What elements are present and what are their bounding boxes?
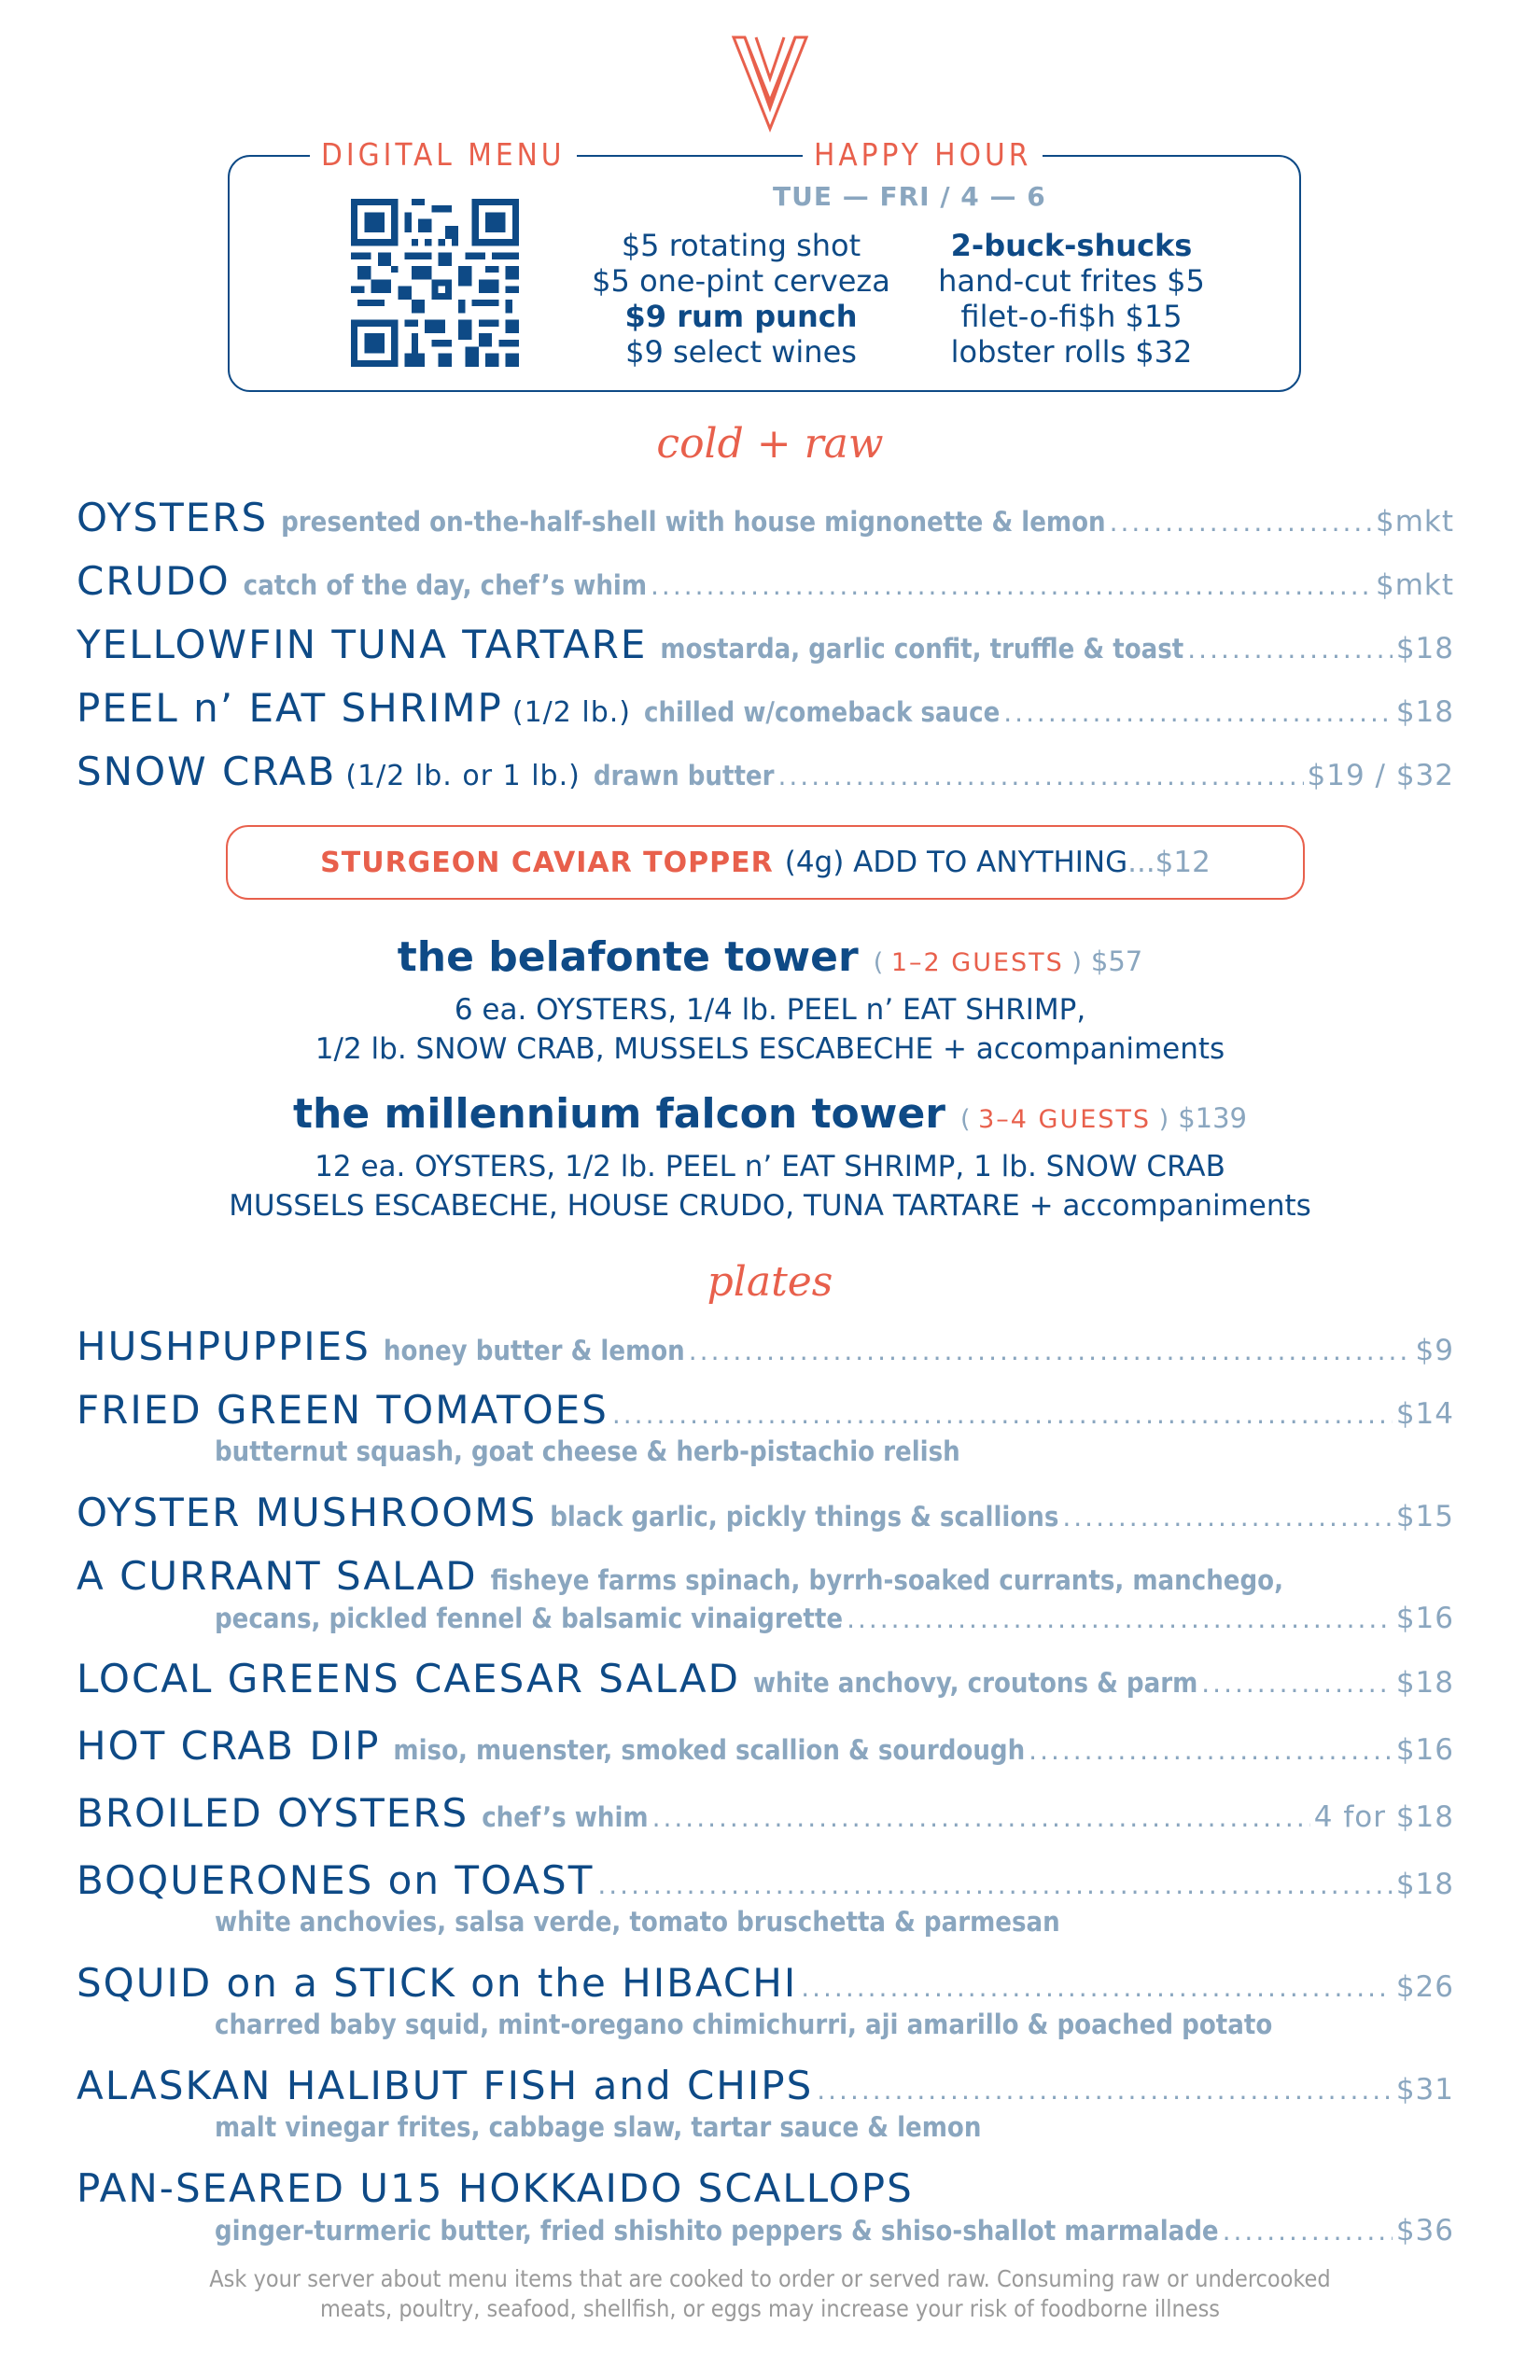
menu-item <box>77 558 1454 604</box>
item-price: $18 <box>1395 1666 1454 1700</box>
item-desc: chilled w/comeback sauce <box>644 696 1001 728</box>
menu-item <box>77 622 1454 667</box>
item-name: A CURRANT SALAD <box>77 1553 478 1599</box>
item-desc: black garlic, pickly things & scallions <box>550 1501 1059 1533</box>
item-name: HOT CRAB DIP <box>77 1723 381 1769</box>
leader-dots <box>1110 507 1372 538</box>
leader-dots <box>651 570 1372 601</box>
hh-drink-item: $9 select wines <box>625 334 857 370</box>
item-price: $18 <box>1395 632 1454 665</box>
caviar-topper-box <box>226 825 1305 900</box>
leader-dots <box>778 761 1304 791</box>
tower-guests: ( 3–4 GUESTS ) <box>959 1105 1169 1134</box>
hh-drink-item: $9 rum punch <box>624 299 858 334</box>
menu-item <box>77 2165 1454 2211</box>
item-name: BROILED OYSTERS <box>77 1790 469 1836</box>
item-name: SQUID on a STICK on the HIBACHI <box>77 1960 798 2006</box>
menu-item <box>77 1323 1454 1369</box>
tower-price: $139 <box>1178 1102 1247 1134</box>
leader-dots <box>597 1869 1392 1900</box>
item-desc: malt vinegar frites, cabbage slaw, tartar sauce & lemon <box>215 2111 982 2143</box>
item-qty: (1/2 lb. or 1 lb.) <box>345 760 581 792</box>
menu-item <box>77 1553 1454 1599</box>
hh-food-item: lobster rolls $32 <box>950 334 1193 370</box>
item-desc: pecans, pickled fennel & balsamic vinaigrette <box>215 1603 844 1634</box>
item-name: BOQUERONES on TOAST <box>77 1857 595 1903</box>
tower-name: the millennium falcon tower <box>292 1090 945 1138</box>
leader-dots <box>1201 1668 1393 1699</box>
disclaimer-line: Ask your server about menu items that are cooked to order or served raw. Consuming raw or undercooked <box>209 2265 1331 2292</box>
menu-item-continued <box>215 2214 1454 2247</box>
tower-guests: ( 1–2 GUESTS ) <box>873 948 1082 977</box>
caviar-name: STURGEON CAVIAR TOPPER <box>320 846 774 879</box>
item-desc: charred baby squid, mint-oregano chimichurri, aji amarillo & poached potato <box>215 2009 1273 2040</box>
caviar-detail: (4g) ADD TO ANYTHING <box>784 846 1128 879</box>
tower-title <box>0 1090 1540 1138</box>
leader-dots <box>1223 2216 1393 2247</box>
tower-name: the belafonte tower <box>397 933 859 981</box>
menu-item <box>77 1790 1454 1836</box>
happy-hour-days: TUE — FRI / 4 — 6 <box>773 181 1046 212</box>
leader-dots <box>847 1603 1393 1634</box>
menu-item <box>77 1960 1454 2006</box>
item-price: 4 for $18 <box>1313 1800 1454 1834</box>
item-desc: miso, muenster, smoked scallion & sourdough <box>393 1734 1026 1766</box>
item-name: FRIED GREEN TOMATOES <box>77 1387 609 1433</box>
hh-food-item: hand-cut frites $5 <box>938 263 1205 299</box>
item-desc: white anchovy, croutons & parm <box>752 1667 1198 1699</box>
item-name: CRUDO <box>77 558 231 604</box>
item-name: YELLOWFIN TUNA TARTARE <box>77 622 648 667</box>
allergy-disclaimer <box>0 2264 1540 2324</box>
menu-item <box>77 1656 1454 1701</box>
item-desc: butternut squash, goat cheese & herb-pistachio relish <box>215 1435 960 1467</box>
item-name: ALASKAN HALIBUT FISH and CHIPS <box>77 2063 814 2108</box>
item-name: PEEL n’ EAT SHRIMP <box>77 685 503 731</box>
leader-dots <box>1062 1502 1392 1533</box>
item-price: $mkt <box>1375 568 1454 602</box>
happy-hour-food <box>922 228 1221 370</box>
menu-item-continued <box>215 1602 1454 1635</box>
item-desc: white anchovies, salsa verde, tomato bruschetta & parmesan <box>215 1906 1060 1938</box>
item-price: $31 <box>1395 2073 1454 2107</box>
caviar-price: ...$12 <box>1127 846 1211 879</box>
item-desc: presented on-the-half-shell with house mignonette & lemon <box>281 506 1106 538</box>
menu-item <box>77 1490 1454 1535</box>
item-price: $18 <box>1395 695 1454 729</box>
hh-food-item: filet-o-fi$h $15 <box>960 299 1183 334</box>
item-name: SNOW CRAB <box>77 749 337 794</box>
happy-hour-drinks <box>592 228 890 370</box>
leader-dots <box>1003 697 1393 728</box>
item-desc: honey butter & lemon <box>383 1335 685 1366</box>
happy-hour-box <box>228 136 1301 392</box>
section-heading-cold-raw: cold + raw <box>656 420 884 468</box>
leader-dots <box>612 1399 1393 1430</box>
menu-item <box>77 1723 1454 1769</box>
item-name: OYSTER MUSHROOMS <box>77 1490 538 1535</box>
item-price: $16 <box>1395 1602 1454 1635</box>
item-name: OYSTERS <box>77 495 269 540</box>
item-desc: chef’s whim <box>482 1801 649 1833</box>
tower-price: $57 <box>1090 945 1143 977</box>
tower-contents: 1/2 lb. SNOW CRAB, MUSSELS ESCABECHE + accompaniments <box>315 1032 1225 1066</box>
item-price: $18 <box>1395 1868 1454 1901</box>
hh-drink-item: $5 one-pint cerveza <box>592 263 890 299</box>
digital-menu-label: DIGITAL MENU <box>310 136 577 174</box>
item-desc: drawn butter <box>593 760 775 791</box>
item-qty: (1/2 lb.) <box>511 696 632 729</box>
leader-dots <box>689 1336 1412 1366</box>
item-price: $26 <box>1395 1970 1454 2004</box>
item-price: $16 <box>1395 1733 1454 1767</box>
hh-food-item: 2-buck-shucks <box>950 228 1193 263</box>
item-price: $19 / $32 <box>1307 759 1454 792</box>
item-desc: ginger-turmeric butter, fried shishito peppers & shiso-shallot marmalade <box>215 2215 1219 2247</box>
item-desc: fisheye farms spinach, byrrh-soaked currants, manchego, <box>490 1564 1283 1596</box>
item-price: $36 <box>1395 2214 1454 2247</box>
item-price: $15 <box>1395 1500 1454 1533</box>
menu-item <box>77 2063 1454 2108</box>
tower-contents: MUSSELS ESCABECHE, HOUSE CRUDO, TUNA TARTARE + accompaniments <box>229 1189 1311 1223</box>
leader-dots <box>801 1972 1393 2003</box>
section-heading-plates: plates <box>707 1258 833 1306</box>
menu-item <box>77 685 1454 731</box>
v-logo-icon <box>730 32 810 134</box>
item-name: PAN-SEARED U15 HOKKAIDO SCALLOPS <box>77 2165 914 2211</box>
menu-item <box>77 1387 1454 1433</box>
item-price: $mkt <box>1375 505 1454 539</box>
leader-dots <box>1029 1735 1393 1766</box>
item-name: HUSHPUPPIES <box>77 1323 371 1369</box>
leader-dots <box>1187 634 1393 665</box>
qr-code-icon[interactable] <box>351 199 519 367</box>
disclaimer-line: meats, poultry, seafood, shellfish, or eggs may increase your risk of foodborne illness <box>319 2295 1221 2322</box>
menu-item <box>77 1857 1454 1903</box>
tower-contents: 12 ea. OYSTERS, 1/2 lb. PEEL n’ EAT SHRIMP, 1 lb. SNOW CRAB <box>315 1150 1225 1183</box>
item-price: $14 <box>1395 1397 1454 1431</box>
happy-hour-title: HAPPY HOUR <box>803 136 1043 174</box>
item-name: LOCAL GREENS CAESAR SALAD <box>77 1656 740 1701</box>
leader-dots <box>652 1802 1310 1833</box>
tower-title <box>0 933 1540 981</box>
menu-item <box>77 749 1454 794</box>
hh-drink-item: $5 rotating shot <box>621 228 861 263</box>
item-price: $9 <box>1415 1334 1454 1367</box>
leader-dots <box>817 2075 1393 2106</box>
item-desc: catch of the day, chef’s whim <box>243 569 648 601</box>
menu-item <box>77 495 1454 540</box>
tower-contents: 6 ea. OYSTERS, 1/4 lb. PEEL n’ EAT SHRIMP, <box>454 993 1086 1027</box>
item-desc: mostarda, garlic confit, truffle & toast <box>660 633 1184 665</box>
